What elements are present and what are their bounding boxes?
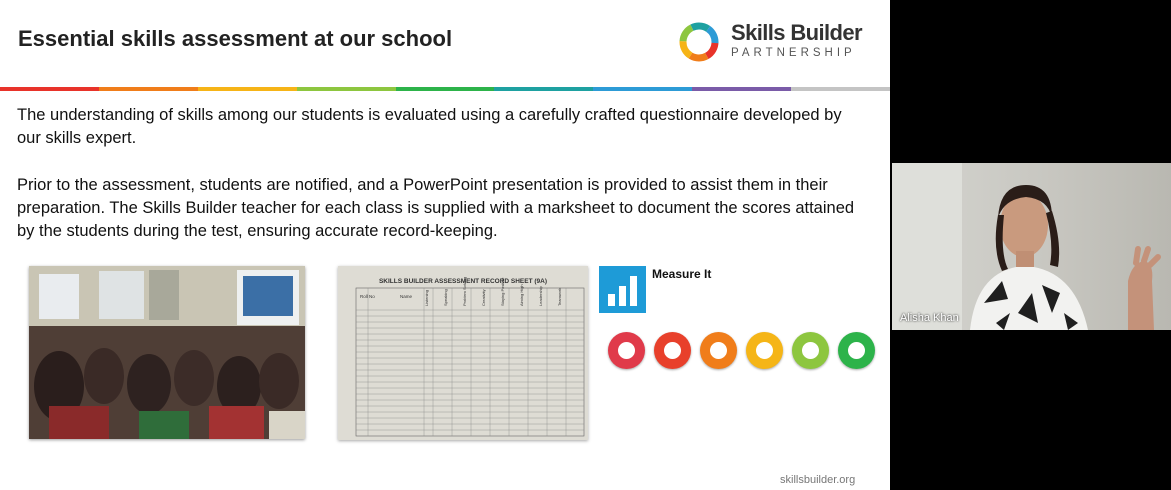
- logo-subtitle: PARTNERSHIP: [731, 47, 856, 59]
- marksheet-skill-column: Problem Solving: [462, 276, 467, 306]
- marksheet-heading: SKILLS BUILDER ASSESSMENT RECORD SHEET (9A): [378, 278, 548, 285]
- paragraph-questionnaire: The understanding of skills among our students is evaluated using a carefully crafted questionnaire developed by our skills expert.: [17, 106, 842, 147]
- measure-it-label: Measure It: [652, 267, 712, 281]
- footer-url: skillsbuilder.org: [780, 474, 856, 486]
- participant-name-label: Alisha Khan: [900, 312, 959, 324]
- measure-it-icon: [599, 266, 646, 313]
- marksheet-skill-column: Listening: [424, 289, 429, 306]
- rainbow-segment: [198, 87, 297, 91]
- rainbow-segment: [692, 87, 791, 91]
- rainbow-segment: [593, 87, 692, 91]
- marksheet-skill-column: Creativity: [481, 289, 486, 306]
- assessment-marksheet-photo: [338, 266, 588, 440]
- classroom-photo: [29, 266, 305, 439]
- marksheet-col-roll: Roll No: [360, 294, 375, 299]
- listening-icon: [608, 332, 645, 369]
- marksheet-skill-column: Leadership: [538, 286, 543, 306]
- creativity-icon: [746, 332, 783, 369]
- marksheet-skill-column: Speaking: [443, 289, 448, 306]
- rainbow-segment: [0, 87, 99, 91]
- logo-ring-icon: [677, 20, 721, 64]
- rainbow-segment: [494, 87, 593, 91]
- problem-solving-icon: [700, 332, 737, 369]
- rainbow-segment: [396, 87, 495, 91]
- rainbow-divider: [0, 87, 890, 91]
- paragraph-preparation: Prior to the assessment, students are notified, and a PowerPoint presentation is provided to assist them in their preparation. The Skills Builder teacher for each class is supplied with a marksheet to document the scores attained by the students during the test, ensuring accurate record-keeping.: [17, 176, 855, 240]
- slide-title: Essential skills assessment at our school: [18, 26, 453, 51]
- marksheet-skill-column: Staying Positive: [500, 277, 505, 306]
- logo-wordmark: Skills Builder: [731, 20, 862, 45]
- speaking-icon: [654, 332, 691, 369]
- marksheet-skill-column: Aiming High: [519, 284, 524, 306]
- skill-icons-row: [608, 332, 878, 372]
- marksheet-col-name: Name: [400, 294, 413, 299]
- aiming-high-icon: [838, 332, 875, 369]
- marksheet-skill-column: Teamwork: [557, 287, 562, 306]
- staying-positive-icon: [792, 332, 829, 369]
- participant-video-tile[interactable]: [892, 163, 1171, 330]
- rainbow-segment: [791, 87, 890, 91]
- rainbow-segment: [99, 87, 198, 91]
- skills-builder-logo: [677, 20, 877, 64]
- rainbow-segment: [297, 87, 396, 91]
